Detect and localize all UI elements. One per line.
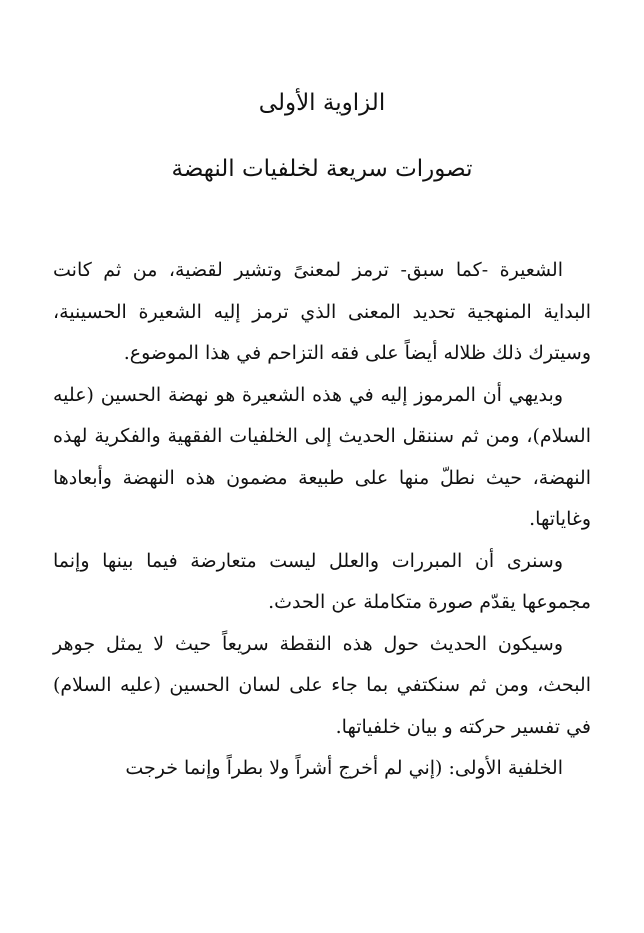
paragraph-4: وسيكون الحديث حول هذه النقطة سريعاً حيث لا يمثل جوهر البحث، ومن ثم سنكتفي بما جاء على لسان الحسين (عليه السلام) في تفسير حركته و بيان خلفياتها. bbox=[53, 632, 591, 738]
page-subtitle: تصورات سريعة لخلفيات النهضة bbox=[171, 156, 473, 182]
body-text bbox=[53, 250, 591, 790]
paragraph-1: الشعيرة -كما سبق- ترمز لمعنىً وتشير لقضية، من ثم كانت البداية المنهجية تحديد المعنى الذي ترمز إليه الشعيرة الحسينية، وسيترك ذلك ظلاله أيضاً على فقه التزاحم في هذا الموضوع. bbox=[53, 259, 591, 364]
paragraph-2: وبديهي أن المرموز إليه في هذه الشعيرة هو نهضة الحسين (عليه السلام)، ومن ثم سننقل الحديث إلى الخلفيات الفقهية والفكرية لهذه النهضة، حيث نطلّ منها على طبيعة مضمون هذه النهضة وأبعادها وغاياتها. bbox=[53, 383, 591, 530]
paragraph-5: الخلفية الأولى: (إني لم أخرج أشراً ولا بطراً وإنما خرجت bbox=[125, 757, 563, 779]
page-title: الزاوية الأولى bbox=[258, 90, 386, 116]
paragraph-3: وسنرى أن المبررات والعلل ليست متعارضة فيما بينها وإنما مجموعها يقدّم صورة متكاملة عن الحدث. bbox=[53, 549, 591, 613]
